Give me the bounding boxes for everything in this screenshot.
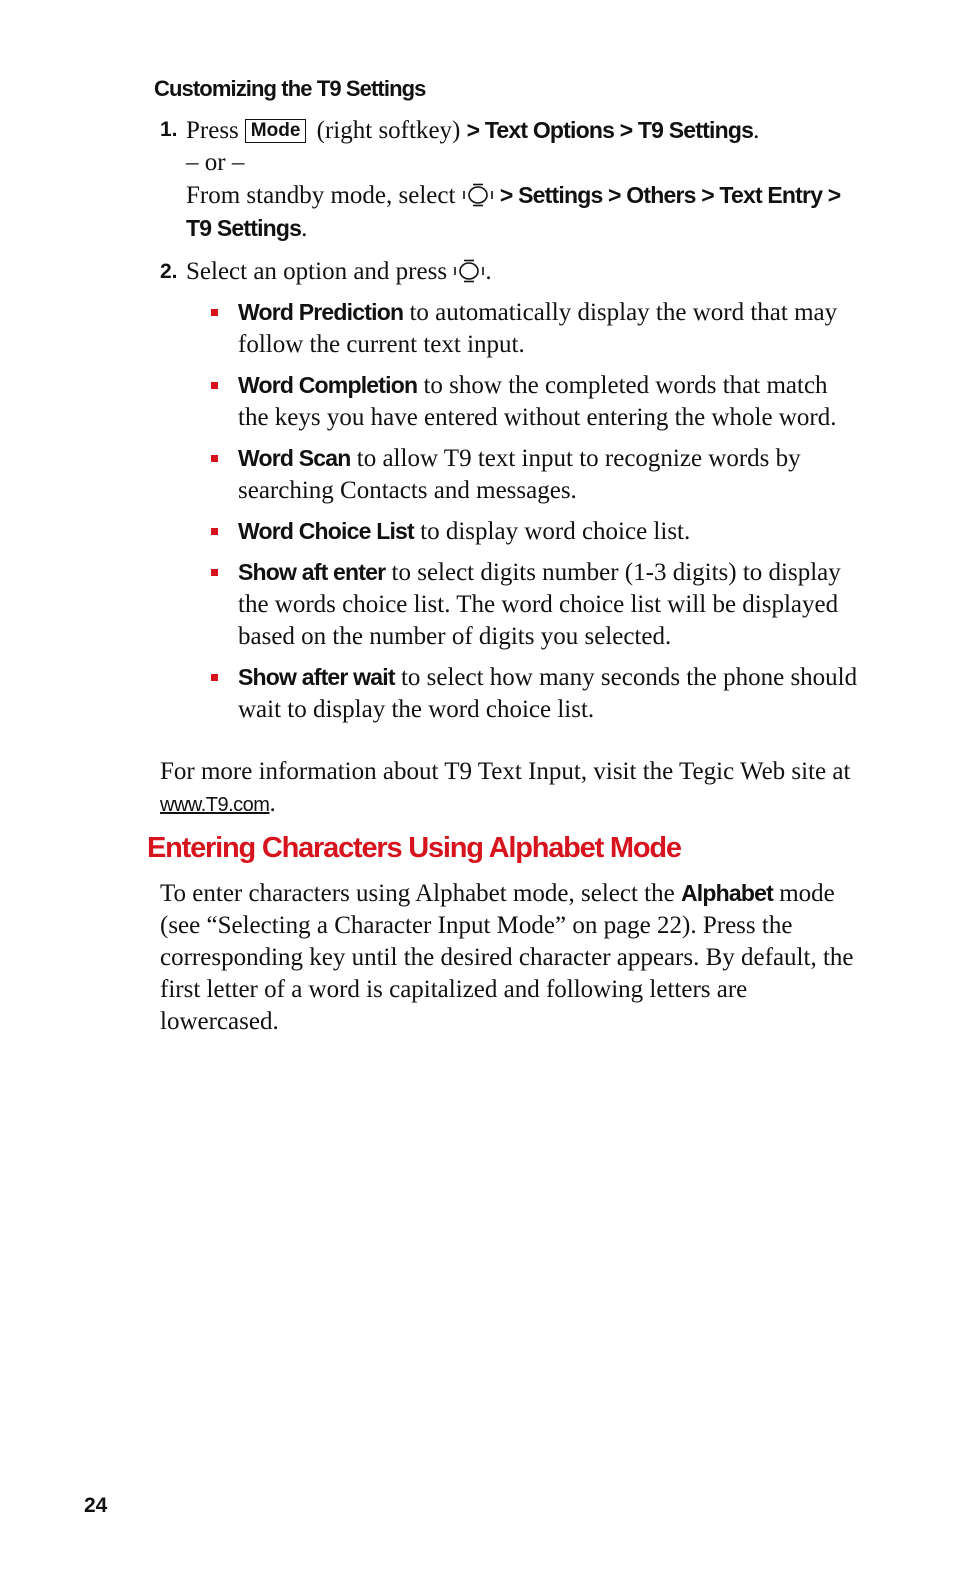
options-list [210, 296, 860, 734]
option-desc: to allow T9 text input to recognize words by searching Contacts and messages. [238, 445, 801, 504]
square-bullet-icon [211, 455, 218, 462]
option-term: Word Completion [238, 372, 418, 398]
list-item [210, 661, 860, 726]
more-info-paragraph [160, 756, 870, 821]
step-1-standby: From standby mode, select [186, 182, 456, 209]
square-bullet-icon [211, 382, 218, 389]
step-1-softkey-note: (right softkey) [316, 117, 461, 144]
more-info-period: . [269, 790, 276, 817]
step-1-line-b [186, 179, 870, 245]
list-item [210, 442, 860, 507]
more-info-text: For more information about T9 Text Input, visit the Tegic Web site at [160, 758, 851, 785]
step-2-period: . [485, 258, 492, 285]
option-term: Show after wait [238, 664, 395, 690]
square-bullet-icon [211, 528, 218, 535]
subheading: Customizing the T9 Settings [154, 76, 426, 101]
step-1-number: 1. [160, 118, 178, 141]
mode-key: Mode [245, 119, 307, 143]
step-1 [160, 114, 870, 245]
option-desc: to select digits number (1-3 digits) to display the words choice list. The word choice list will be displayed based on the number of digits you selected. [238, 559, 841, 650]
option-term: Show aft enter [238, 559, 386, 585]
step-1-line-a [186, 114, 870, 147]
step-2-number: 2. [160, 260, 178, 283]
page-number: 24 [84, 1494, 108, 1517]
list-item [210, 556, 860, 653]
step-2 [160, 256, 870, 288]
step-2-text: Select an option and press [186, 258, 448, 285]
square-bullet-icon [211, 309, 218, 316]
alphabet-mode-name: Alphabet [680, 880, 773, 906]
list-item [210, 515, 860, 548]
option-desc: to select how many seconds the phone should wait to display the word choice list. [238, 664, 858, 723]
alphabet-mode-paragraph [160, 877, 870, 1038]
step-1-path-a: > Text Options > T9 Settings [466, 117, 754, 143]
list-item [210, 296, 860, 361]
step-1-press: Press [186, 117, 239, 144]
navigation-key-icon [453, 259, 485, 283]
t9-website-link[interactable]: www.T9.com [160, 794, 270, 816]
alphabet-para-before: To enter characters using Alphabet mode, select the [160, 880, 675, 907]
square-bullet-icon [211, 569, 218, 576]
alphabet-para-after: mode (see “Selecting a Character Input Mode” on page 22). Press the corresponding key until the desired character appears. By default, the first letter of a word is capitalized and following letters are lowercased. [160, 880, 854, 1035]
step-1-period-b: . [301, 215, 308, 242]
option-desc: to show the completed words that match the keys you have entered without entering the whole word. [238, 372, 837, 431]
step-1-path-b: > Settings > Others > Text Entry > T9 Settings [186, 182, 841, 241]
option-desc: to automatically display the word that may follow the current text input. [238, 299, 838, 358]
step-1-or: – or – [186, 149, 245, 176]
section-title: Entering Characters Using Alphabet Mode [147, 832, 681, 864]
option-term: Word Prediction [238, 299, 404, 325]
option-desc: to display word choice list. [420, 518, 691, 545]
square-bullet-icon [211, 674, 218, 681]
list-item [210, 369, 860, 434]
option-term: Word Scan [238, 445, 351, 471]
step-1-period-a: . [753, 117, 760, 144]
navigation-key-icon [462, 183, 494, 207]
option-term: Word Choice List [238, 518, 414, 544]
